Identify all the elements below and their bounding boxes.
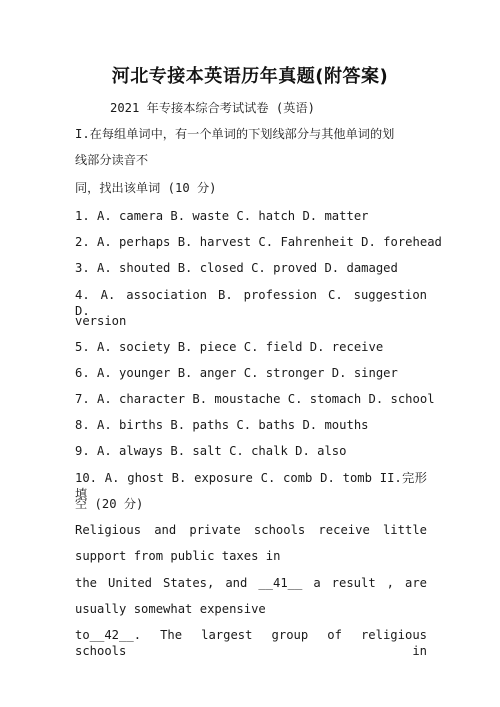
passage-line1: Religious and private schools receive little	[75, 523, 427, 537]
question-5: 5. A. society B. piece C. field D. receive	[75, 340, 384, 354]
question-1: 1. A. camera B. waste C. hatch D. matter	[75, 209, 369, 223]
question-8: 8. A. births B. paths C. baths D. mouths	[75, 418, 369, 432]
question-7: 7. A. character B. moustache C. stomach D. school	[75, 392, 435, 406]
exam-subtitle: 2021 年专接本综合考试试卷 (英语)	[110, 101, 315, 115]
question-10-line2: 空 (20 分)	[75, 497, 144, 511]
section1-instruction-line1: I.在每组单词中，有一个单词的下划线部分与其他单词的划	[75, 127, 395, 141]
section1-instruction-line3: 同，找出该单词 (10 分)	[75, 181, 217, 195]
section1-instruction-line2: 线部分读音不	[75, 153, 149, 167]
passage-line3: the United States, and __41__ a result , are	[75, 576, 427, 590]
passage-line2: support from public taxes in	[75, 549, 281, 563]
question-4-line2: version	[75, 314, 127, 328]
passage-line4: usually somewhat expensive	[75, 602, 266, 616]
question-9: 9. A. always B. salt C. chalk D. also	[75, 444, 347, 458]
question-10-line1: 10. A. ghost B. exposure C. comb D. tomb II.完形填	[75, 471, 427, 501]
question-2: 2. A. perhaps B. harvest C. Fahrenheit D. forehead	[75, 235, 442, 249]
question-4-line1: 4. A. association B. profession C. suggestion D.	[75, 288, 427, 318]
document-title: 河北专接本英语历年真题(附答案)	[111, 66, 389, 87]
question-3: 3. A. shouted B. closed C. proved D. damaged	[75, 261, 398, 275]
passage-line5: to__42__. The largest group of religious schools in	[75, 628, 427, 658]
question-6: 6. A. younger B. anger C. stronger D. singer	[75, 366, 398, 380]
